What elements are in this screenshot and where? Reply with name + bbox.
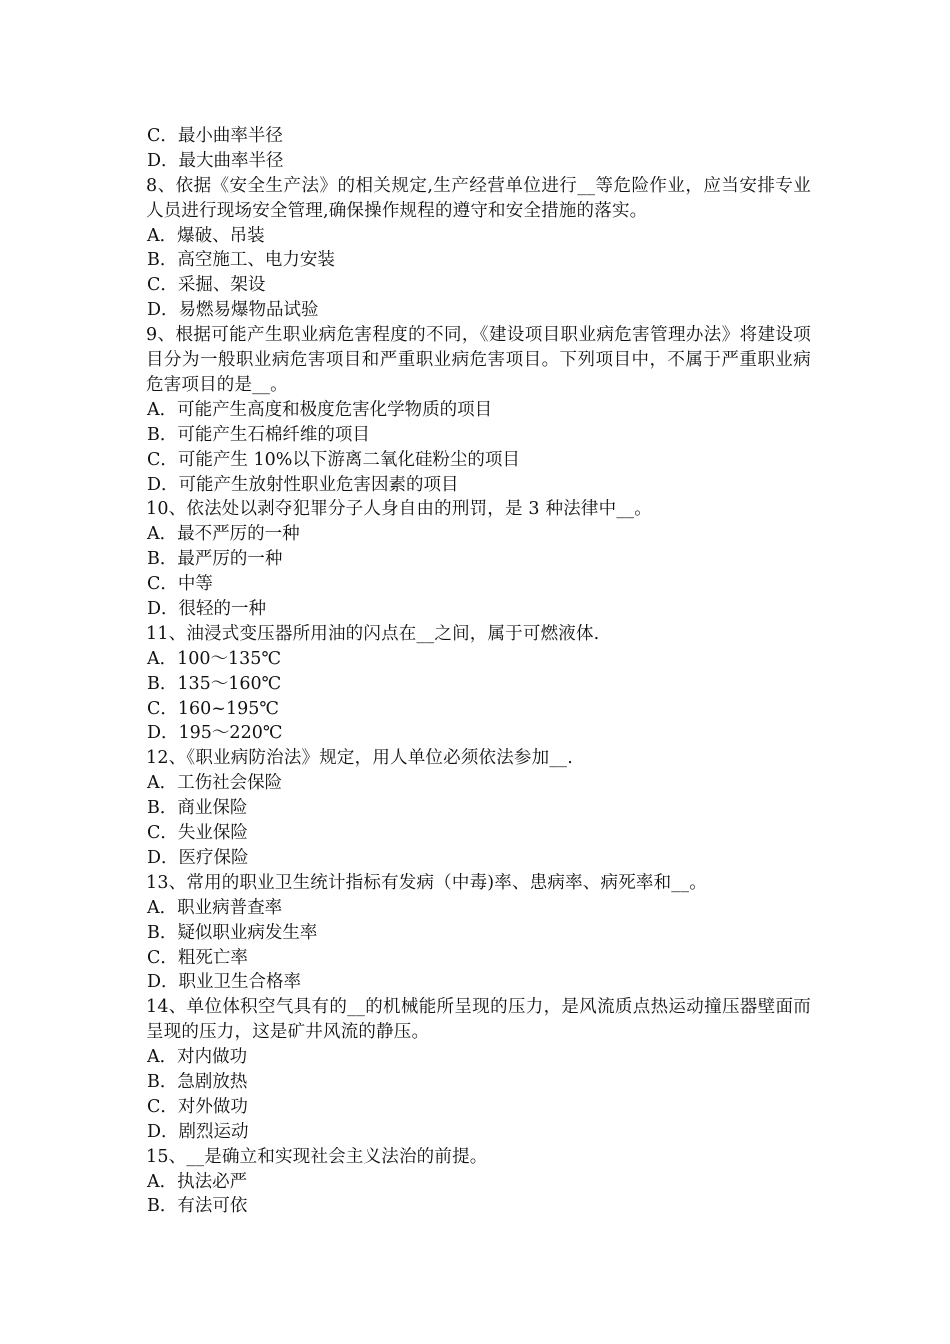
answer-option: D．易燃易爆物品试验 [147,300,319,321]
answer-option: A．可能产生高度和极度危害化学物质的项目 [147,399,493,420]
answer-option: D．很轻的一种 [147,599,267,620]
answer-option: C．采掘、架设 [147,275,266,296]
answer-option: C．160~195℃ [147,698,279,719]
question-text: 11、油浸式变压器所用油的闪点在__之间，属于可燃液体. [146,623,600,644]
answer-option: A．职业病普查率 [147,897,283,918]
answer-option: A．最不严厉的一种 [147,524,300,545]
answer-option: B．高空施工、电力安装 [147,250,335,271]
answer-option: D．可能产生放射性职业危害因素的项目 [147,474,459,495]
answer-option: B．135～160℃ [147,673,282,694]
answer-option: C．粗死亡率 [147,947,248,968]
answer-option: B．疑似职业病发生率 [147,922,318,943]
answer-option: D．医疗保险 [147,847,249,868]
answer-option: B．最严厉的一种 [147,549,283,570]
question-text: 12、《职业病防治法》规定，用人单位必须依法参加__. [146,748,573,769]
answer-option: D．195～220℃ [147,723,283,744]
answer-option: C．最小曲率半径 [147,126,283,146]
answer-option: B．急剧放热 [147,1072,248,1093]
exam-questions [146,124,811,1219]
answer-option: A．执法必严 [147,1171,248,1192]
question-text: 15、__是确立和实现社会主义法治的前提。 [146,1146,488,1167]
answer-option: B．商业保险 [147,798,248,819]
question-text: 14、单位体积空气具有的__的机械能所呈现的压力，是风流质点热运动撞压器壁面而呈现的压力，这是矿井风流的静压。 [146,997,811,1043]
answer-option: A．爆破、吊装 [147,225,265,246]
answer-option: D．最大曲率半径 [147,150,284,171]
question-text: 8、依据《安全生产法》的相关规定,生产经营单位进行__等危险作业，应当安排专业人员进行现场安全管理,确保操作规程的遵守和安全措施的落实。 [146,175,811,221]
answer-option: C．失业保险 [147,823,248,844]
question-text: 10、依法处以剥夺犯罪分子人身自由的刑罚，是 3 种法律中__。 [146,499,652,520]
answer-option: A．对内做功 [147,1047,248,1068]
answer-option: C．中等 [147,574,213,595]
answer-option: A．100～135℃ [147,648,282,669]
answer-option: B．可能产生石棉纤维的项目 [147,424,370,445]
question-text: 13、常用的职业卫生统计指标有发病（中毒)率、患病率、病死率和__。 [146,872,707,893]
answer-option: D．剧烈运动 [147,1121,249,1142]
answer-option: A．工伤社会保险 [147,773,283,794]
answer-option: B．有法可依 [147,1196,248,1217]
answer-option: D．职业卫生合格率 [147,972,302,993]
answer-option: C．对外做功 [147,1096,248,1117]
answer-option: C．可能产生 10%以下游离二氧化硅粉尘的项目 [147,449,520,470]
question-text: 9、根据可能产生职业病危害程度的不同，《建设项目职业病危害管理办法》将建设项目分为一般职业病危害项目和严重职业病危害项目。下列项目中，不属于严重职业病危害项目的是__。 [146,325,811,395]
